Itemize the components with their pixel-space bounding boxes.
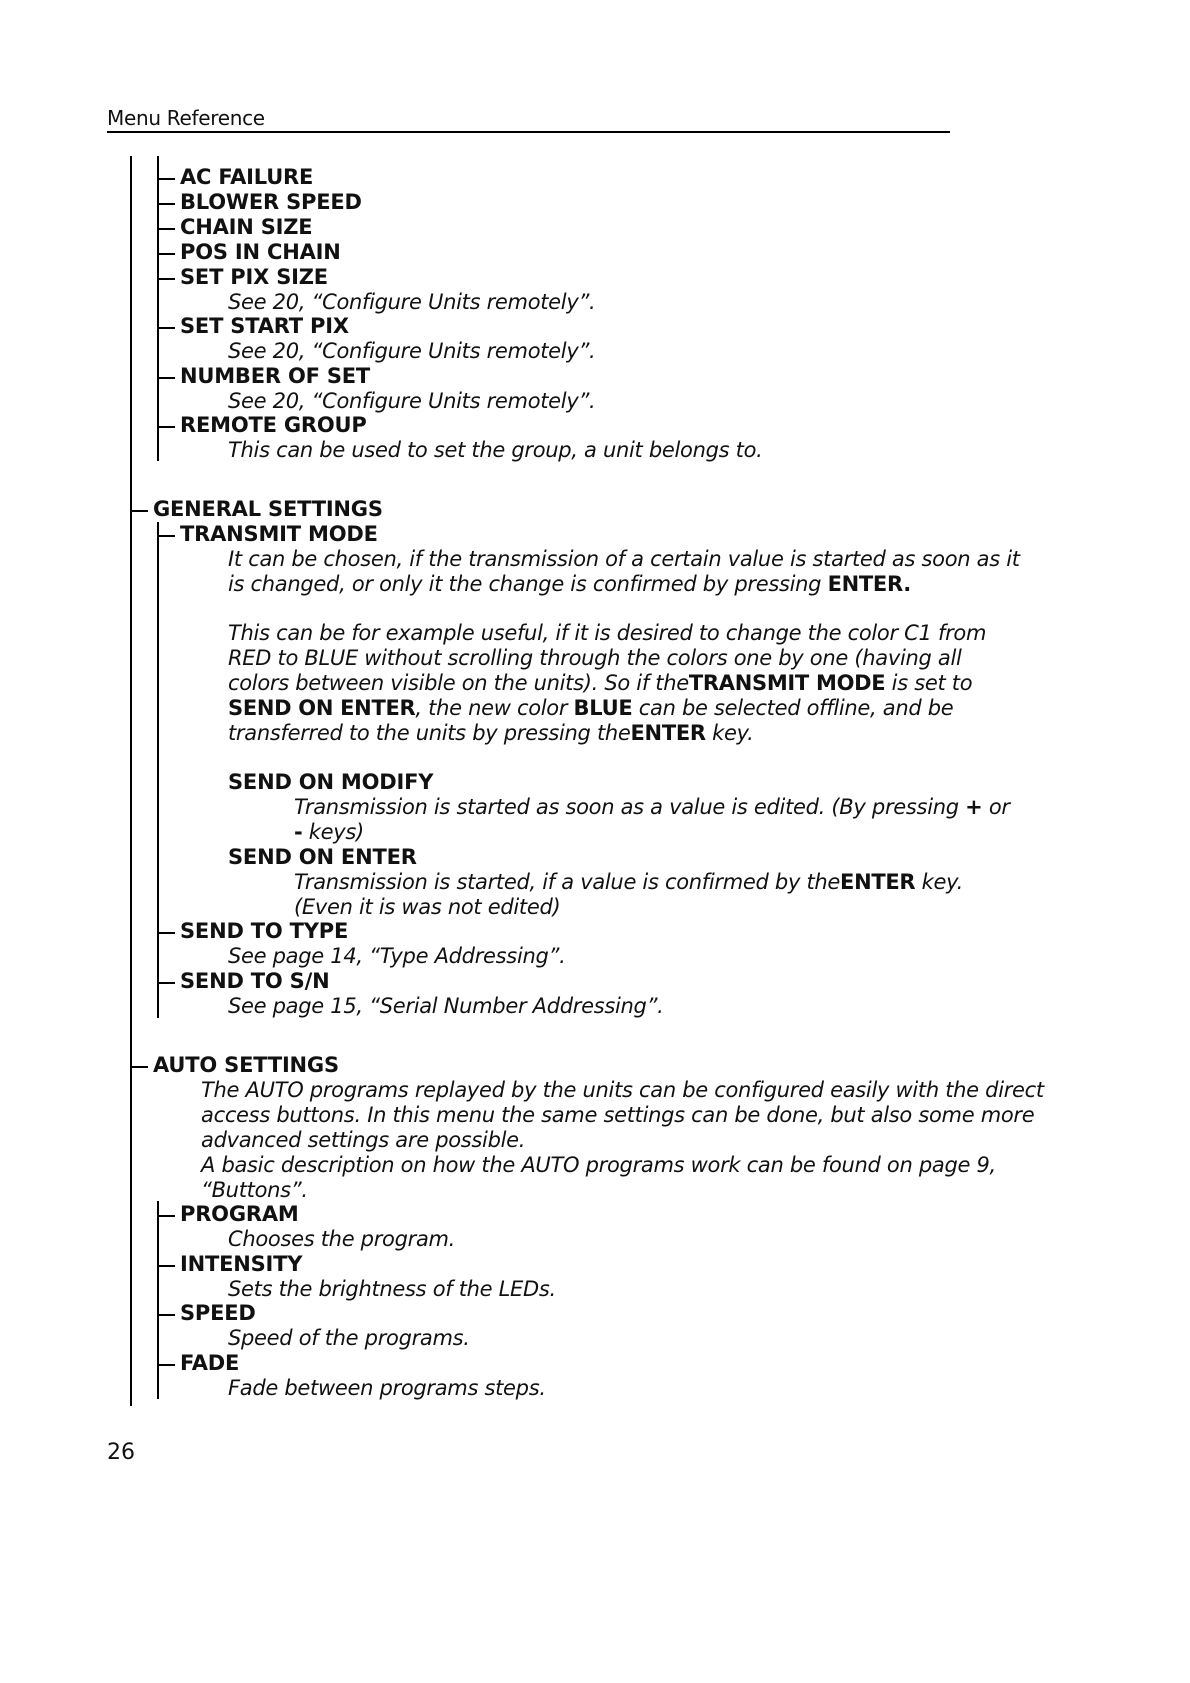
send-on-modify-description: Transmission is started as soon as a value is edited. (By pressing + or: [294, 795, 1010, 819]
transmit-mode-text: It can be chosen, if the transmission of a certain value is started as soon as it: [228, 547, 1020, 571]
fade-description: Fade between programs steps.: [228, 1376, 546, 1400]
send-to-type-description: See page 14, “Type Addressing”.: [228, 944, 566, 968]
tree-connector: [157, 377, 175, 379]
intensity-description: Sets the brightness of the LEDs.: [228, 1277, 556, 1301]
menu-item-speed: SPEED: [180, 1301, 256, 1325]
menu-item-ac-failure: AC FAILURE: [180, 165, 314, 189]
tree-connector: [157, 278, 175, 280]
tree-connector: [157, 228, 175, 230]
tree-connector: [157, 932, 175, 934]
menu-item-program: PROGRAM: [180, 1202, 299, 1226]
program-description: Chooses the program.: [228, 1227, 456, 1251]
send-on-modify-description: - keys): [294, 820, 364, 844]
transmit-mode-example: This can be for example useful, if it is desired to change the color C1 from: [228, 621, 987, 645]
transmit-mode-example: colors between visible on the units). So if theTRANSMIT MODE is set to: [228, 671, 973, 695]
tree-branch-line-remote: [157, 156, 159, 461]
speed-description: Speed of the programs.: [228, 1326, 470, 1350]
page-number: 26: [107, 1440, 135, 1465]
auto-settings-description: A basic description on how the AUTO programs work can be found on page 9,: [201, 1153, 996, 1177]
set-pix-size-description: See 20, “Configure Units remotely”.: [228, 290, 596, 314]
section-general-settings: GENERAL SETTINGS: [153, 497, 383, 521]
transmit-mode-example: transferred to the units by pressing theENTER key.: [228, 721, 754, 745]
tree-connector: [157, 1265, 175, 1267]
number-of-set-description: See 20, “Configure Units remotely”.: [228, 389, 596, 413]
tree-connector: [157, 1314, 175, 1316]
tree-branch-line-auto: [157, 1201, 159, 1399]
tree-connector: [157, 203, 175, 205]
tree-connector: [157, 535, 175, 537]
option-send-on-enter: SEND ON ENTER: [228, 845, 417, 869]
menu-item-blower-speed: BLOWER SPEED: [180, 190, 362, 214]
menu-item-fade: FADE: [180, 1351, 240, 1375]
menu-item-remote-group: REMOTE GROUP: [180, 413, 367, 437]
tree-connector: [157, 178, 175, 180]
tree-connector: [157, 253, 175, 255]
tree-connector: [157, 426, 175, 428]
auto-settings-description: “Buttons”.: [201, 1178, 308, 1202]
auto-settings-description: access buttons. In this menu the same settings can be done, but also some more: [201, 1103, 1035, 1127]
auto-settings-description: The AUTO programs replayed by the units can be configured easily with the direct: [201, 1078, 1044, 1102]
menu-item-pos-in-chain: POS IN CHAIN: [180, 240, 341, 264]
menu-item-chain-size: CHAIN SIZE: [180, 215, 313, 239]
menu-item-set-pix-size: SET PIX SIZE: [180, 265, 328, 289]
auto-settings-description: advanced settings are possible.: [201, 1128, 526, 1152]
menu-item-intensity: INTENSITY: [180, 1252, 303, 1276]
tree-connector: [130, 1066, 148, 1068]
tree-connector: [157, 327, 175, 329]
tree-trunk-line: [130, 156, 132, 1406]
tree-connector: [130, 510, 148, 512]
send-to-sn-description: See page 15, “Serial Number Addressing”.: [228, 994, 664, 1018]
tree-connector: [157, 1215, 175, 1217]
transmit-mode-text: is changed, or only it the change is confirmed by pressing ENTER.: [228, 572, 911, 596]
send-on-enter-description: (Even it is was not edited): [294, 895, 561, 919]
tree-connector: [157, 982, 175, 984]
menu-item-number-of-set: NUMBER OF SET: [180, 364, 371, 388]
send-on-enter-description: Transmission is started, if a value is confirmed by theENTER key.: [294, 870, 964, 894]
page-header-title: Menu Reference: [107, 106, 265, 130]
remote-group-description: This can be used to set the group, a unit belongs to.: [228, 438, 763, 462]
tree-connector: [157, 1364, 175, 1366]
menu-item-send-to-sn: SEND TO S/N: [180, 969, 330, 993]
option-send-on-modify: SEND ON MODIFY: [228, 770, 434, 794]
header-rule: [107, 131, 950, 133]
section-auto-settings: AUTO SETTINGS: [153, 1053, 339, 1077]
set-start-pix-description: See 20, “Configure Units remotely”.: [228, 339, 596, 363]
menu-item-set-start-pix: SET START PIX: [180, 314, 349, 338]
transmit-mode-example: SEND ON ENTER, the new color BLUE can be selected offline, and be: [228, 696, 954, 720]
menu-item-transmit-mode: TRANSMIT MODE: [180, 522, 378, 546]
tree-branch-line-general: [157, 522, 159, 1018]
menu-item-send-to-type: SEND TO TYPE: [180, 919, 349, 943]
transmit-mode-example: RED to BLUE without scrolling through the colors one by one (having all: [228, 646, 962, 670]
